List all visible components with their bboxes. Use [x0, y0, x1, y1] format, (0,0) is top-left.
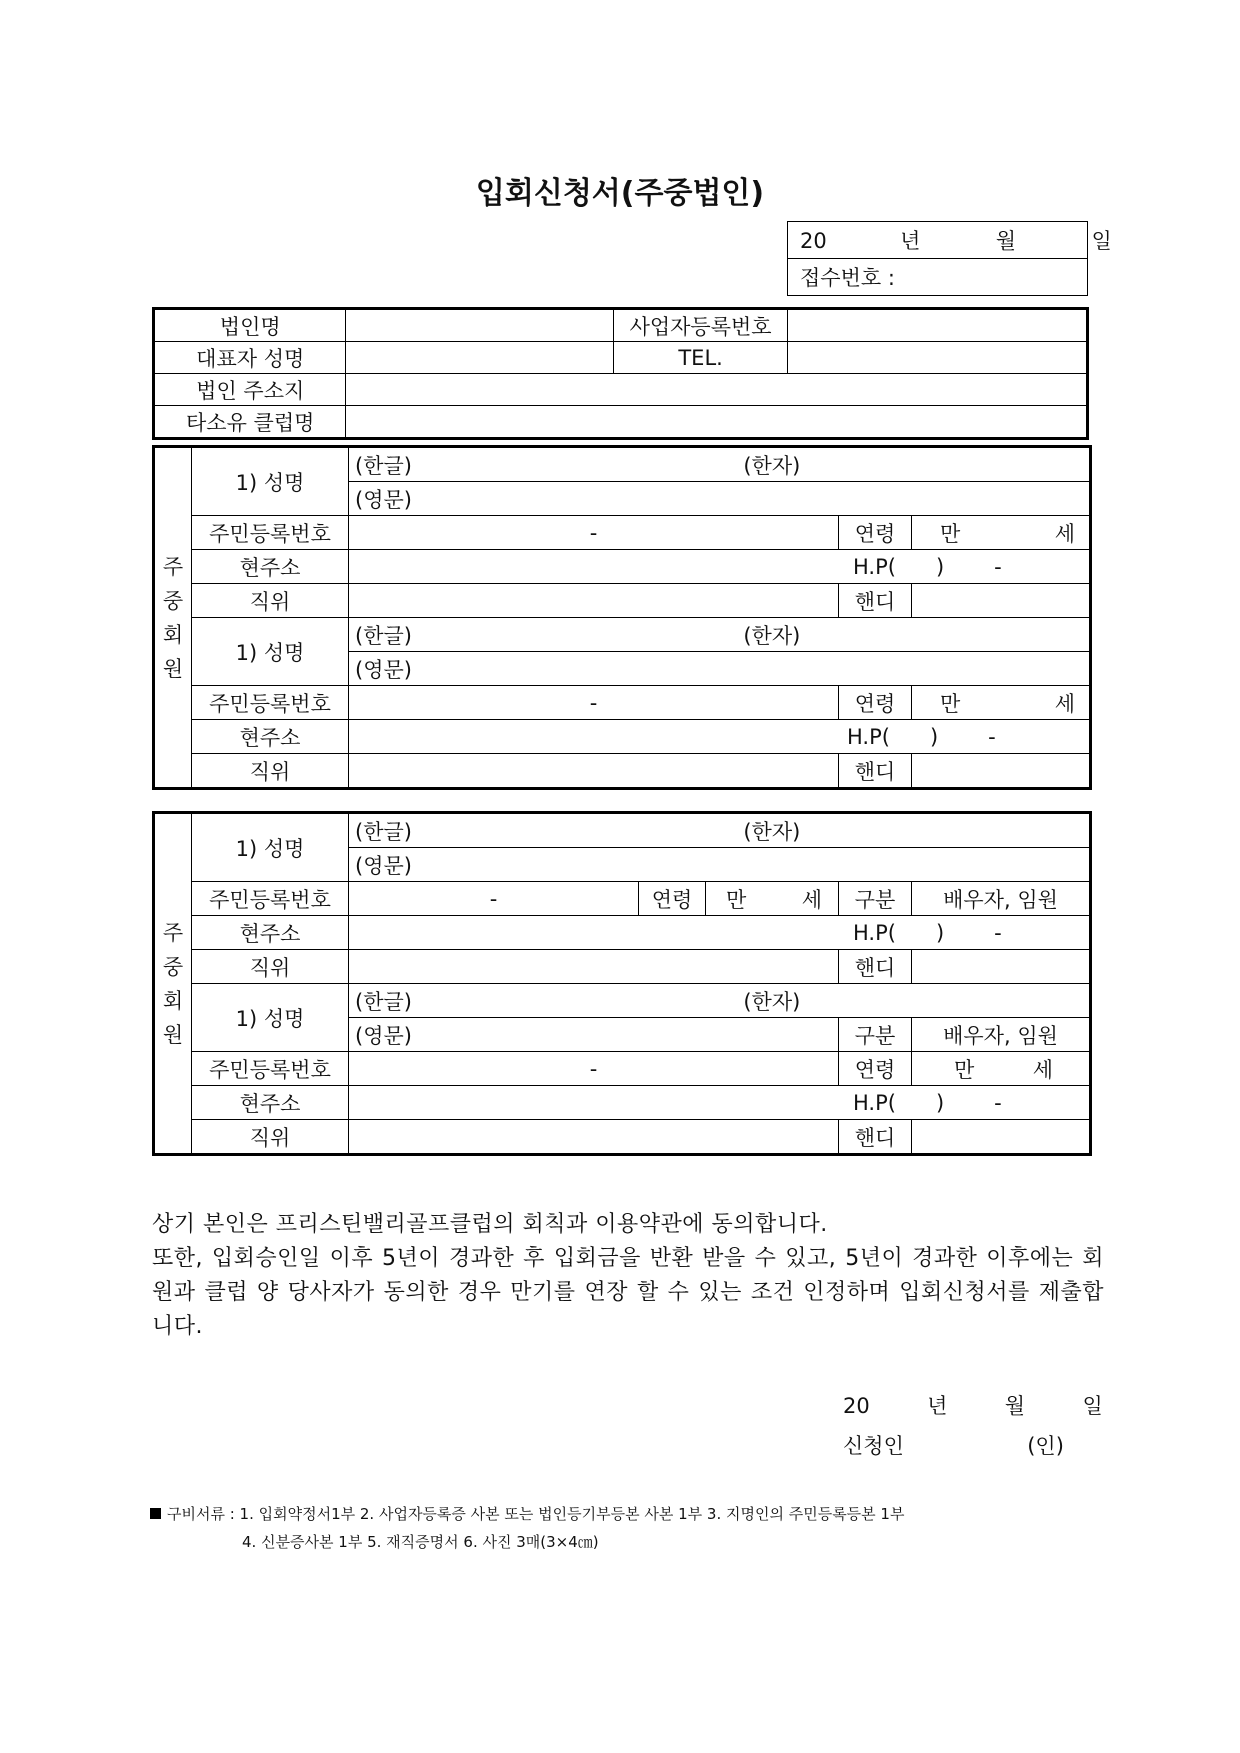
age-suffix: 세: [801, 887, 822, 912]
signature-year-unit: 년: [927, 1394, 948, 1418]
hp-label: H.P(: [847, 724, 890, 749]
position-label: 직위: [192, 584, 349, 618]
hanja-label: (한자): [743, 989, 801, 1014]
rrn-label: 주민등록번호: [192, 686, 349, 720]
section-char: 회: [162, 988, 184, 1013]
corporate-info-table: [152, 307, 1089, 440]
address-label: 현주소: [192, 916, 349, 950]
mobile-field[interactable]: [912, 950, 1091, 984]
rrn-label: 주민등록번호: [192, 1052, 349, 1086]
hp-close: ): [929, 724, 939, 749]
corp-address-label: 법인 주소지: [154, 374, 346, 406]
name-english-field[interactable]: [349, 482, 1091, 516]
korean-label: (한글): [355, 989, 412, 1014]
english-label: (영문): [355, 487, 412, 512]
age-field[interactable]: [706, 882, 839, 916]
receipt-year-unit: 년: [900, 229, 921, 253]
position-field[interactable]: [349, 754, 839, 789]
mobile-label: 핸디: [839, 754, 912, 789]
corp-name-label: 법인명: [154, 309, 346, 342]
name-english-field[interactable]: [349, 1018, 839, 1052]
hp-dash: -: [994, 920, 1002, 945]
english-label: (영문): [355, 853, 412, 878]
receipt-month-unit: 월: [995, 229, 1017, 253]
hp-label: H.P(: [853, 1090, 896, 1115]
other-club-field[interactable]: [346, 406, 1088, 439]
age-label: 연령: [639, 882, 706, 916]
tel-label: TEL.: [614, 342, 787, 374]
seal-mark: (인): [1027, 1434, 1064, 1458]
bizno-label: 사업자등록번호: [614, 309, 787, 342]
section-label-weekday-member: [154, 813, 192, 1155]
page-title: 입회신청서(주중법인): [475, 176, 765, 211]
mobile-label: 핸디: [839, 950, 912, 984]
name-english-field[interactable]: [349, 848, 1091, 882]
hanja-label: (한자): [743, 819, 801, 844]
address-label: 현주소: [192, 720, 349, 754]
signature-year: 20: [843, 1394, 870, 1418]
korean-label: (한글): [355, 453, 412, 478]
hp-close: ): [935, 1090, 945, 1115]
rrn-dash: -: [589, 1056, 598, 1081]
hp-dash: -: [988, 724, 996, 749]
hp-close: ): [935, 554, 945, 579]
age-prefix: 만: [940, 521, 961, 546]
member-section-2: [152, 811, 1092, 1156]
section-char: 원: [162, 1022, 184, 1047]
category-field[interactable]: 배우자, 임원: [912, 882, 1091, 916]
receipt-box: [787, 221, 1112, 296]
tel-field[interactable]: [787, 342, 1087, 374]
address-label: 현주소: [192, 1086, 349, 1120]
age-label: 연령: [839, 686, 912, 720]
position-label: 직위: [192, 950, 349, 984]
rrn-label: 주민등록번호: [192, 882, 349, 916]
receipt-date-field[interactable]: [788, 222, 1112, 259]
mobile-field[interactable]: [912, 1120, 1091, 1155]
mobile-field[interactable]: [912, 754, 1091, 789]
notes-line-2: 4. 신분증사본 1부 5. 재직증명서 6. 사진 3매(3×4㎝): [242, 1533, 599, 1551]
rrn-dash: -: [589, 520, 598, 545]
position-field[interactable]: [349, 1120, 839, 1155]
name-korean-field[interactable]: [349, 813, 1091, 848]
bizno-field[interactable]: [787, 309, 1087, 342]
corp-name-field[interactable]: [346, 309, 614, 342]
hanja-label: (한자): [743, 453, 801, 478]
rrn-dash: -: [589, 690, 598, 715]
section-char: 회: [162, 622, 184, 647]
square-bullet-icon: [150, 1508, 161, 1519]
age-label: 연령: [839, 516, 912, 550]
rep-name-field[interactable]: [346, 342, 614, 374]
name-label: 1) 성명: [192, 618, 349, 686]
name-english-field[interactable]: [349, 652, 1091, 686]
receipt-number-field[interactable]: [788, 259, 1088, 296]
hp-dash: -: [994, 1090, 1002, 1115]
agreement-line-2: 또한, 입회승인일 이후 5년이 경과한 후 입회금을 반환 받을 수 있고, 5년이 경과한 이후에는 회원과 클럽 양 당사자가 동의한 경우 만기를 연장 할 수 있는 조건 인정하며 입회신청서를 제출합니다.: [152, 1246, 1104, 1339]
other-club-label: 타소유 클럽명: [154, 406, 346, 439]
category-label: 구분: [839, 1018, 912, 1052]
receipt-year: 20: [800, 229, 827, 253]
address-hp-field[interactable]: [349, 720, 1091, 754]
korean-label: (한글): [355, 623, 412, 648]
section-char: 주: [162, 554, 184, 579]
address-hp-field[interactable]: [349, 550, 1091, 584]
section-char: 중: [162, 954, 184, 979]
mobile-label: 핸디: [839, 1120, 912, 1155]
name-korean-field[interactable]: [349, 618, 1091, 652]
age-suffix: 세: [1032, 1057, 1054, 1082]
agreement-line-1: 상기 본인은 프리스틴밸리골프클럽의 회칙과 이용약관에 동의합니다.: [152, 1212, 828, 1237]
section-char: 원: [162, 656, 184, 681]
address-hp-field[interactable]: [349, 916, 1091, 950]
section-label-weekday-member: [154, 447, 192, 789]
receipt-day-unit: 일: [1091, 229, 1112, 253]
notes-line-1: 구비서류 : 1. 입회약정서1부 2. 사업자등록증 사본 또는 법인등기부등본 사본 1부 3. 지명인의 주민등록등본 1부: [167, 1505, 905, 1523]
korean-label: (한글): [355, 819, 412, 844]
signature-month-unit: 월: [1004, 1394, 1026, 1418]
receipt-number-label: 접수번호 :: [800, 266, 895, 290]
name-korean-field[interactable]: [349, 984, 1091, 1018]
position-field[interactable]: [349, 950, 839, 984]
rrn-field[interactable]: [349, 686, 839, 720]
name-korean-field[interactable]: [349, 447, 1091, 482]
position-label: 직위: [192, 1120, 349, 1155]
hp-dash: -: [994, 554, 1002, 579]
hp-label: H.P(: [853, 554, 896, 579]
mobile-field[interactable]: [912, 584, 1091, 618]
age-suffix: 세: [1054, 691, 1076, 716]
position-field[interactable]: [349, 584, 839, 618]
name-label: 1) 성명: [192, 447, 349, 516]
rep-name-label: 대표자 성명: [154, 342, 346, 374]
signature-day-unit: 일: [1082, 1394, 1103, 1418]
hp-label: H.P(: [853, 920, 896, 945]
rrn-field[interactable]: [349, 882, 639, 916]
age-field[interactable]: [912, 1052, 1091, 1086]
applicant-label: 신청인: [843, 1434, 904, 1458]
age-suffix: 세: [1054, 521, 1076, 546]
rrn-dash: -: [489, 886, 498, 911]
rrn-label: 주민등록번호: [192, 516, 349, 550]
rrn-field[interactable]: [349, 1052, 839, 1086]
corp-address-field[interactable]: [346, 374, 1088, 406]
hanja-label: (한자): [743, 623, 801, 648]
rrn-field[interactable]: [349, 516, 839, 550]
name-label: 1) 성명: [192, 984, 349, 1052]
agreement-text: [152, 1208, 1104, 1344]
age-label: 연령: [839, 1052, 912, 1086]
age-prefix: 만: [954, 1057, 975, 1082]
address-hp-field[interactable]: [349, 1086, 1091, 1120]
signature-date[interactable]: [843, 1390, 1103, 1420]
english-label: (영문): [355, 1023, 412, 1048]
age-field[interactable]: [912, 516, 1091, 550]
age-field[interactable]: [912, 686, 1091, 720]
address-label: 현주소: [192, 550, 349, 584]
english-label: (영문): [355, 657, 412, 682]
section-char: 주: [162, 920, 184, 945]
mobile-label: 핸디: [839, 584, 912, 618]
required-documents: [150, 1500, 904, 1556]
applicant-signature[interactable]: [843, 1430, 1064, 1460]
hp-close: ): [935, 920, 945, 945]
member-section-1: [152, 445, 1092, 790]
name-label: 1) 성명: [192, 813, 349, 882]
age-prefix: 만: [940, 691, 961, 716]
category-field[interactable]: 배우자, 임원: [912, 1018, 1091, 1052]
section-char: 중: [162, 588, 184, 613]
position-label: 직위: [192, 754, 349, 789]
category-label: 구분: [839, 882, 912, 916]
age-prefix: 만: [726, 887, 747, 912]
